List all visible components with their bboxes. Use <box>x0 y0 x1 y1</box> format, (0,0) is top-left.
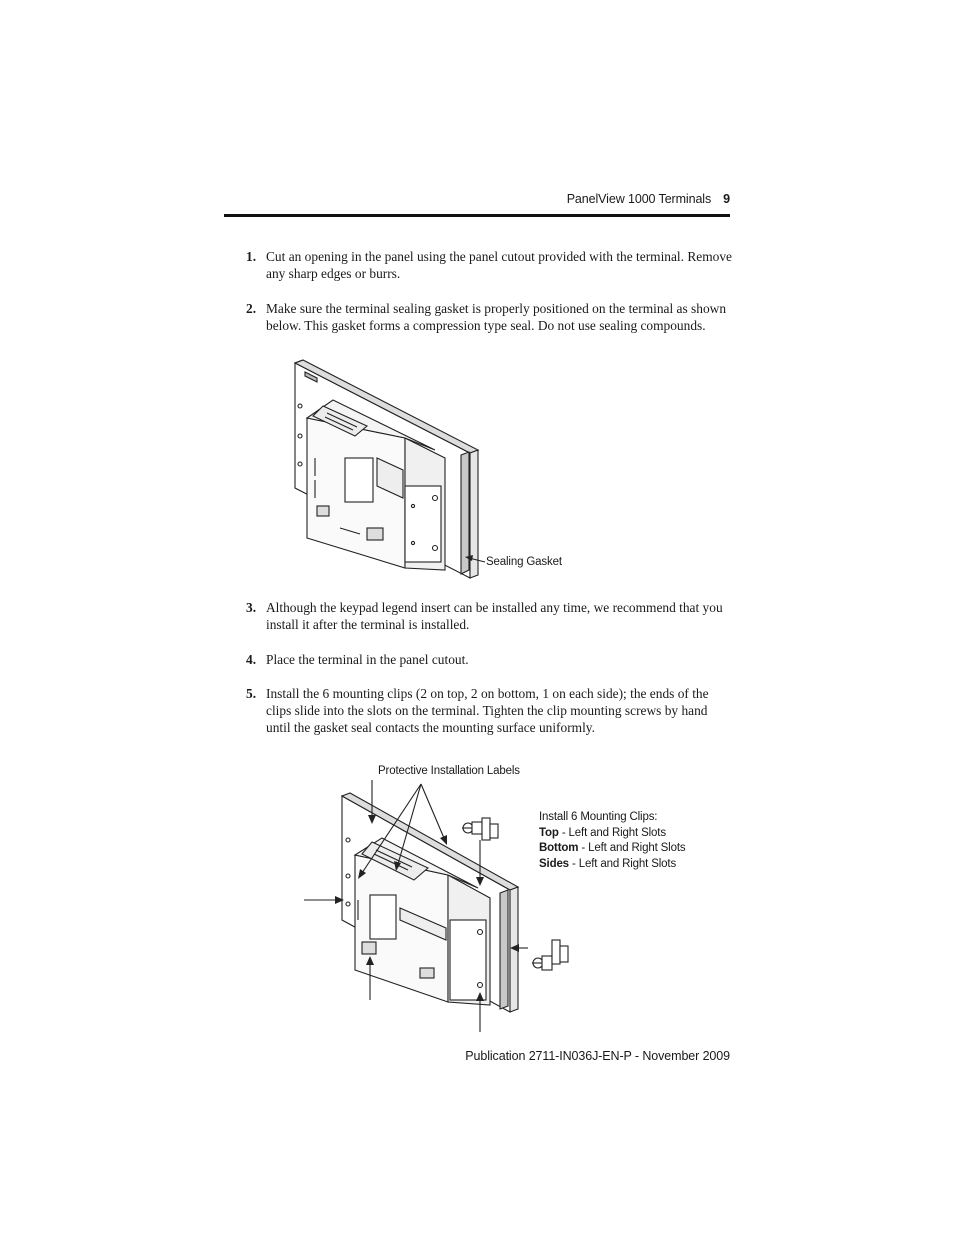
step-text: Although the keypad legend insert can be installed any time, we recommend that you install it after the terminal is installed. <box>266 600 723 632</box>
step-number: 2. <box>246 301 257 316</box>
mounting-clips-legend <box>539 810 685 872</box>
sealing-gasket-label: Sealing Gasket <box>486 556 562 568</box>
running-header <box>567 192 730 206</box>
clip-row-bottom <box>539 841 685 857</box>
step-number: 3. <box>246 600 257 615</box>
protective-labels-caption: Protective Installation Labels <box>378 765 520 777</box>
clip-row-top <box>539 826 685 842</box>
step-text: Place the terminal in the panel cutout. <box>266 652 469 667</box>
step-text: Cut an opening in the panel using the panel cutout provided with the terminal. Remove any sharp edges or burrs. <box>266 249 732 281</box>
clip-location: Top <box>539 826 559 839</box>
terminal-gasket-figure <box>285 358 565 583</box>
clip-detail: - Left and Right Slots <box>568 857 677 870</box>
step-text: Install the 6 mounting clips (2 on top, 2 on bottom, 1 on each side); the ends of the clips slide into the slots on the terminal. Tighten the clip mounting screws by hand until the gasket seal contacts the mounting surface uniformly. <box>266 686 709 735</box>
step-number: 1. <box>246 249 257 264</box>
clip-row-sides <box>539 857 685 873</box>
clip-detail: - Left and Right Slots <box>558 826 666 839</box>
step-text: Make sure the terminal sealing gasket is properly positioned on the terminal as shown below. This gasket forms a compression type seal. Do not use sealing compounds. <box>266 301 727 333</box>
clip-location: Bottom <box>539 842 579 854</box>
header-title: PanelView 1000 Terminals <box>566 192 712 206</box>
clip-detail: - Left and Right Slots <box>578 842 686 854</box>
clips-title: Install 6 Mounting Clips: <box>539 811 658 823</box>
clip-location: Sides <box>539 857 569 870</box>
step-number: 5. <box>246 686 257 701</box>
page-number: 9 <box>723 192 730 206</box>
publication-footer: Publication 2711-IN036J-EN-P - November 2009 <box>465 1049 730 1063</box>
step-number: 4. <box>246 652 257 667</box>
header-rule <box>224 214 730 217</box>
